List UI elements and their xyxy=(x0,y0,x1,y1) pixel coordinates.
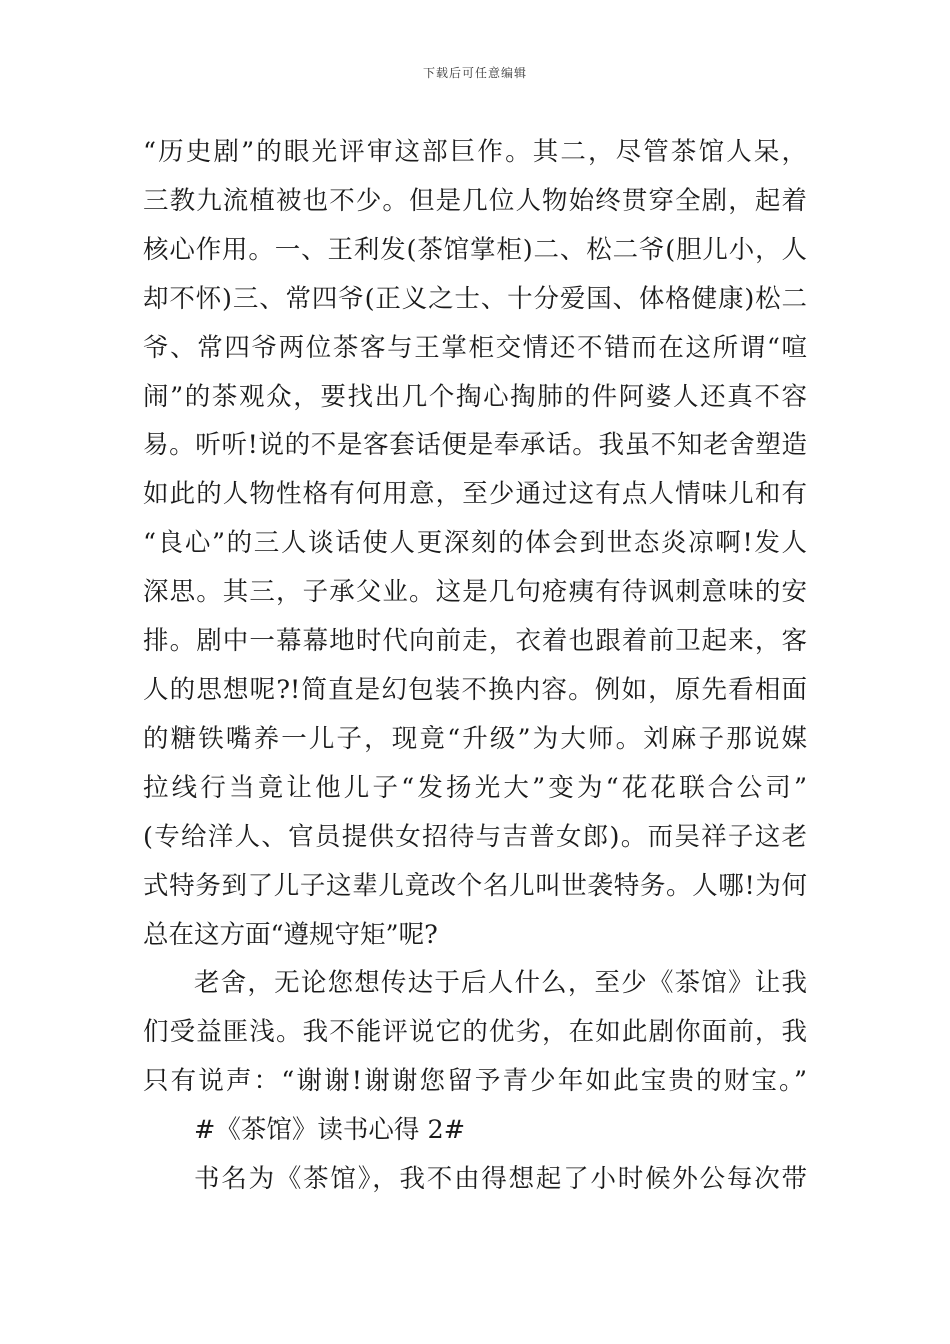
document-body xyxy=(143,128,807,1204)
text-line: 书名为《茶馆》，我不由得想起了小时候外公每次带 xyxy=(194,1164,807,1195)
header-text: 下载后可任意编辑 xyxy=(422,66,527,80)
text-line: 爷、常四爷两位茶客与王掌柜交情还不错而在这所谓“喧 xyxy=(143,332,807,363)
text-line: 拉线行当竟让他儿子“发扬光大”变为“花花联合公司” xyxy=(143,772,807,803)
text-line: 的糖铁嘴养一儿子，现竟“升级”为大师。刘麻子那说媒 xyxy=(143,723,807,754)
text-line: 们受益匪浅。我不能评说它的优劣，在如此剧你面前，我 xyxy=(143,1017,807,1048)
text-line: “历史剧”的眼光评审这部巨作。其二，尽管茶馆人呆， xyxy=(143,137,807,167)
text-line: 人的思想呢?!简直是幻包装不换内容。例如，原先看相面 xyxy=(143,674,807,705)
paragraph-3 xyxy=(143,1155,807,1204)
text-line: 却不怀)三、常四爷(正义之士、十分爱国、体格健康)松二 xyxy=(143,283,807,314)
section-heading-text: #《茶馆》读书心得 2# xyxy=(194,1115,466,1146)
page-header xyxy=(0,64,950,81)
paragraph-1 xyxy=(143,128,807,959)
text-line: 闹”的茶观众，要找出几个掏心掏肺的件阿婆人还真不容 xyxy=(143,381,807,412)
text-line: 如此的人物性格有何用意，至少通过这有点人情味儿和有 xyxy=(143,479,807,510)
text-line: “良心”的三人谈话使人更深刻的体会到世态炎凉啊!发人 xyxy=(143,528,807,559)
paragraph-2 xyxy=(143,959,807,1106)
text-line: 只有说声：“谢谢!谢谢您留予青少年如此宝贵的财宝。” xyxy=(143,1066,807,1097)
section-heading xyxy=(143,1106,807,1155)
text-line: 易。听听!说的不是客套话便是奉承话。我虽不知老舍塑造 xyxy=(143,430,807,461)
text-line: 排。剧中一幕幕地时代向前走，衣着也跟着前卫起来，客 xyxy=(143,626,807,657)
text-line: 总在这方面“遵规守矩”呢? xyxy=(143,919,438,950)
text-line: 三教九流植被也不少。但是几位人物始终贯穿全剧，起着 xyxy=(143,185,807,216)
text-line: 核心作用。一、王利发(茶馆掌柜)二、松二爷(胆儿小，人 xyxy=(143,234,807,265)
text-line: 深思。其三，子承父业。这是几句疮痍有待讽刺意味的安 xyxy=(143,577,807,608)
text-line: 老舍，无论您想传达于后人什么，至少《茶馆》让我 xyxy=(194,968,807,999)
text-line: (专给洋人、官员提供女招待与吉普女郎)。而吴祥子这老 xyxy=(143,821,807,852)
text-line: 式特务到了儿子这辈儿竟改个名儿叫世袭特务。人哪!为何 xyxy=(143,870,807,901)
